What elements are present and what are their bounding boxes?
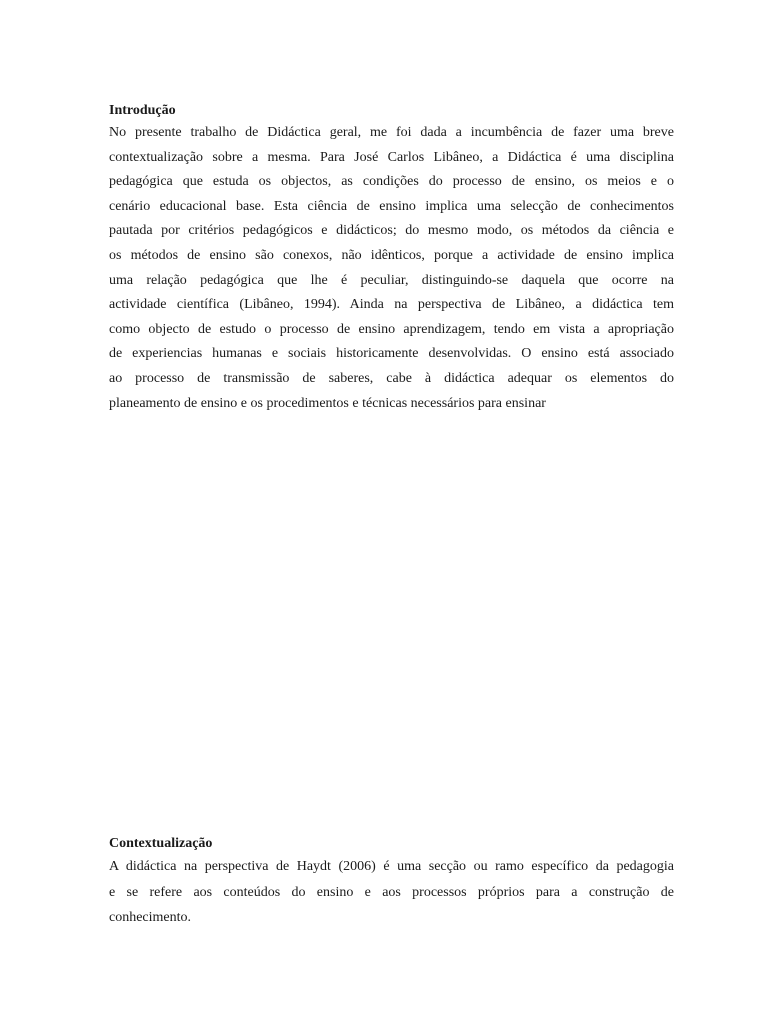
- paragraph-line: os métodos de ensino são conexos, não idênticos, porque a actividade de ensino implica: [109, 247, 674, 263]
- paragraph-line: No presente trabalho de Didáctica geral, me foi dada a incumbência de fazer uma breve: [109, 125, 674, 140]
- contextualization-paragraph: [109, 854, 674, 931]
- paragraph-line: pautada por critérios pedagógicos e didácticos; do mesmo modo, os métodos da ciência e: [109, 223, 674, 239]
- paragraph-line: A didáctica na perspectiva de Haydt (2006) é uma secção ou ramo específico da pedagogia: [109, 859, 674, 874]
- introduction-paragraph: [109, 121, 674, 416]
- paragraph-line: de experiencias humanas e sociais historicamente desenvolvidas. O ensino está associado: [109, 346, 674, 362]
- paragraph-line: pedagógica que estuda os objectos, as condições do processo de ensino, os meios e o: [109, 174, 674, 190]
- introduction-heading: Introdução: [109, 103, 176, 118]
- contextualization-heading: Contextualização: [109, 836, 213, 851]
- contextualization-section: [109, 834, 674, 931]
- paragraph-line: cenário educacional base. Esta ciência de ensino implica uma selecção de conhecimentos: [109, 198, 674, 214]
- paragraph-line: actividade científica (Libâneo, 1994). Ainda na perspectiva de Libâneo, a didáctica tem: [109, 297, 674, 313]
- introduction-section: [109, 101, 674, 416]
- paragraph-line: uma relação pedagógica que lhe é peculiar, distinguindo-se daquela que ocorre na: [109, 272, 674, 288]
- paragraph-line: planeamento de ensino e os procedimentos e técnicas necessários para ensinar: [109, 395, 546, 411]
- paragraph-line: conhecimento.: [109, 910, 192, 925]
- paragraph-line: e se refere aos conteúdos do ensino e aos processos próprios para a construção de: [109, 884, 674, 900]
- paragraph-line: como objecto de estudo o processo de ensino aprendizagem, tendo em vista a apropriação: [109, 321, 674, 337]
- paragraph-line: ao processo de transmissão de saberes, cabe à didáctica adequar os elementos do: [109, 370, 674, 386]
- paragraph-line: contextualização sobre a mesma. Para José Carlos Libâneo, a Didáctica é uma disciplina: [109, 149, 674, 165]
